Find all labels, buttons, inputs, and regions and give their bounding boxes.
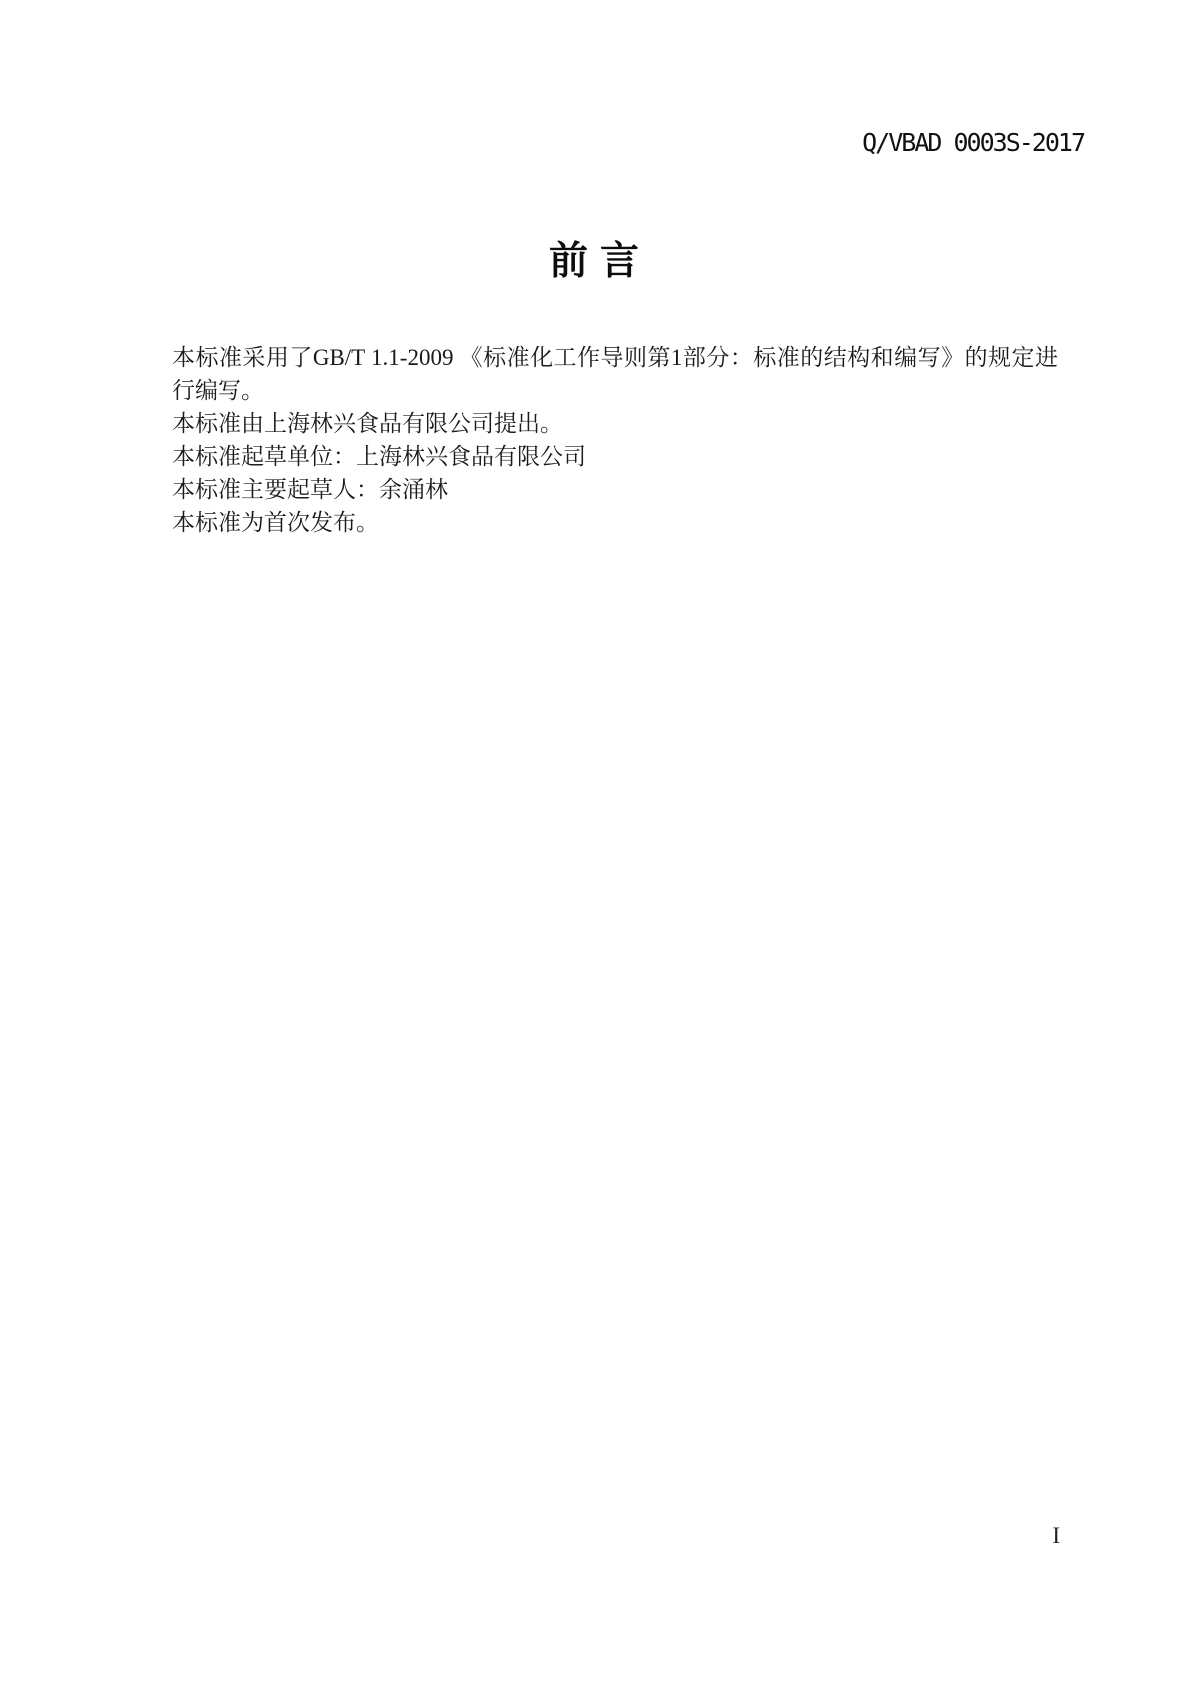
foreword-body [172,341,1058,539]
foreword-line: 本标准为首次发布。 [172,510,379,535]
foreword-line: 本标准由上海林兴食品有限公司提出。 [172,411,563,436]
foreword-line: 本标准主要起草人：余涌林 [172,477,448,502]
page-number: I [1052,1523,1060,1548]
standard-number-header: Q/VBAD 0003S-2017 [862,128,1084,157]
foreword-line: 本标准采用了GB/T 1.1-2009 《标准化工作导则第1部分：标准的结构和编写》的规定进行编写。 [172,345,1058,403]
foreword-line: 本标准起草单位：上海林兴食品有限公司 [172,444,586,469]
page-title: 前言 [548,240,651,283]
